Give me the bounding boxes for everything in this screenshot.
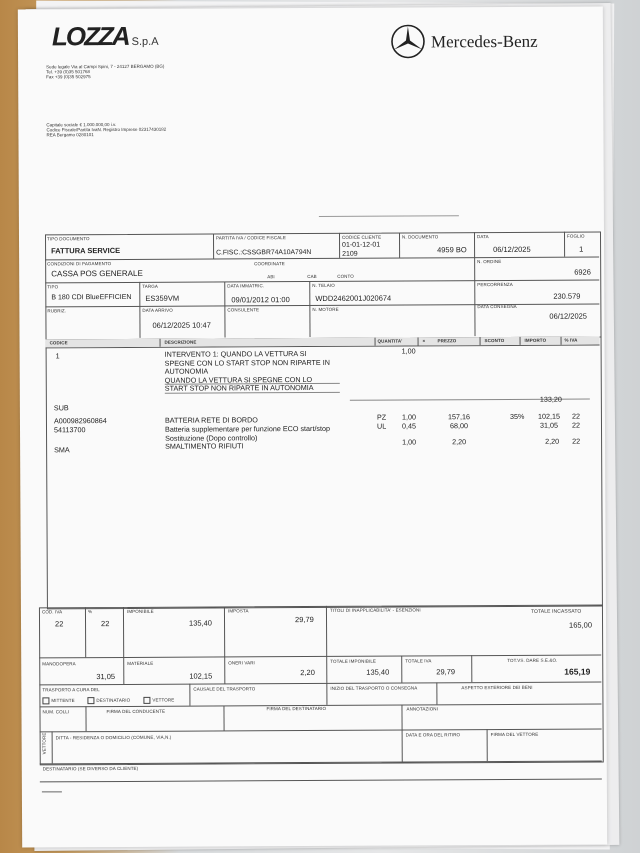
consulente-label: CONSULENTE xyxy=(227,307,260,313)
tipo-doc-label: TIPO DOCUMENTO xyxy=(46,236,90,242)
foglio-value: 1 xyxy=(579,244,584,254)
piva-label: PARTITA IVA / CODICE FISCALE xyxy=(215,235,287,241)
table-row: 54113700 Batteria supplementare per funzione ECO start/stop UL 0,45 68,00 31,05 22 xyxy=(53,420,581,435)
sub-code: SUB xyxy=(53,403,69,413)
tipo-veicolo-value: B 180 CDI BlueEFFICIEN xyxy=(51,293,132,302)
checkbox-destinatario[interactable]: DESTINATARIO xyxy=(87,697,130,704)
immatric-label: DATA IMMATRIC. xyxy=(227,283,265,289)
pct-label: % xyxy=(87,609,93,615)
oneri-label: ONERI VARI xyxy=(228,660,255,666)
col-descrizione: DESCRIZIONE xyxy=(164,339,197,345)
imposta-value: 29,79 xyxy=(294,614,314,625)
dare-label: TOT.VS. DARE S.E.&O. xyxy=(507,657,558,663)
dare-value: 165,19 xyxy=(564,666,591,677)
piva-value: C.FISC.:CSSGBR74A10A794N xyxy=(216,249,312,257)
firma-vettore-label: FIRMA DEL VETTORE xyxy=(490,731,539,738)
col-quantita: QUANTITA' xyxy=(377,338,403,344)
imposta-label: IMPOSTA xyxy=(227,608,249,614)
company-address: Sede legale Via al Campi Spini, 7 - 24127 BERGAMO (BG) Tel. +39 (0)35 501768 Fax +39 (0)35 502975 xyxy=(46,63,165,80)
coordinate-label: COORDINATE xyxy=(254,261,285,267)
col-iva: % IVA xyxy=(564,337,578,343)
immatric-value: 09/01/2012 01:00 xyxy=(231,295,290,305)
targa-label: TARGA xyxy=(142,283,158,289)
col-codice: CODICE xyxy=(49,340,68,346)
col-sconto: SCONTO xyxy=(484,337,505,344)
intervento-code: 1 xyxy=(55,351,60,361)
imponibile-value: 135,40 xyxy=(189,618,213,628)
table-row: Sostituzione (Dopo controllo) xyxy=(165,433,258,443)
vettore-side-label: VETTORE xyxy=(41,732,47,755)
cab-label: CAB xyxy=(307,273,317,280)
firma-destinatario-label: FIRMA DEL DESTINATARIO xyxy=(266,705,327,712)
oneri-value: 2,20 xyxy=(300,667,315,678)
mercedes-brand-text: Mercedes-Benz xyxy=(430,31,538,52)
intervento-qty: 1,00 xyxy=(401,346,416,356)
titoli-label: TITOLI DI INAPPLICABILITA' - ESENZIONI xyxy=(329,607,421,613)
incassato-label: TOTALE INCASSATO xyxy=(530,608,582,615)
table-row: SMA SMALTIMENTO RIFIUTI 1,00 2,20 2,20 22 xyxy=(54,436,581,455)
cod-cliente-value: 01-01-12-01 2109 xyxy=(342,241,381,258)
cod-iva-label: COD. IVA xyxy=(41,609,63,615)
conto-label: CONTO xyxy=(337,273,354,279)
table-row: A000982960864 BATTERIA RETE DI BORDO PZ 1,00 157,16 35% 102,15 22 xyxy=(53,411,580,426)
lozza-logo: LOZZA S.p.A xyxy=(51,20,159,52)
ritiro-label: DATA E ORA DEL RITIRO xyxy=(405,732,461,738)
inizio-label: INIZIO DEL TRASPORTO O CONSEGNA xyxy=(330,685,418,691)
percorrenza-value: 230.579 xyxy=(553,291,581,301)
n-ordine-value: 6926 xyxy=(574,267,591,277)
telaio-value: WDD2462001J020674 xyxy=(315,293,392,303)
ditta-label: DITTA - RESIDENZA O DOMICILIO (COMUNE, VIA,N.) xyxy=(55,734,172,741)
trasporto-cura-label: TRASPORTO A CURA DEL xyxy=(42,687,100,693)
dest-diverso-label: DESTINATARIO (SE DIVERSO DA CLIENTE) xyxy=(42,765,139,772)
tipo-veicolo-label: TIPO xyxy=(47,284,59,290)
pagamento-value: CASSA POS GENERALE xyxy=(51,268,143,279)
n-doc-label: N. DOCUMENTO xyxy=(401,234,439,240)
mercedes-star-icon xyxy=(390,23,426,59)
checkbox-mittente[interactable]: MITTENTE xyxy=(42,697,74,704)
consegna-label: DATA CONSEGNA xyxy=(477,303,517,310)
arrivo-label: DATA ARRIVO xyxy=(142,307,173,313)
col-importo: IMPORTO xyxy=(524,337,547,343)
cod-cliente-label: CODICE CLIENTE xyxy=(341,234,382,240)
materiale-label: MATERIALE xyxy=(127,660,154,666)
n-doc-value: 4959 BO xyxy=(437,245,467,255)
targa-value: ES359VM xyxy=(145,293,180,303)
tot-imponibile-label: TOTALE IMPONIBILE xyxy=(330,658,377,664)
tot-iva-label: TOTALE IVA xyxy=(405,658,432,664)
pct-value: 22 xyxy=(101,619,110,629)
colli-label: NUM. COLLI xyxy=(42,709,70,715)
col-prezzo: PREZZO xyxy=(437,338,457,344)
company-legal: Capitale sociale € 1.000.000,00 i.v. Codice Fiscale/Partita IvaN. Registro Imprese 02317430182 REA Bergamo 0280101 xyxy=(46,122,167,138)
foglio-label: FOGLIO xyxy=(566,233,585,239)
pagamento-label: CONDIZIONI DI PAGAMENTO xyxy=(47,261,112,267)
incassato-value: 165,00 xyxy=(569,620,593,630)
tot-iva-value: 29,79 xyxy=(436,667,456,677)
percorrenza-label: PERCORRENZA xyxy=(477,281,513,288)
abi-label: ABI xyxy=(267,274,275,280)
annotazioni-label: ANNOTAZIONI xyxy=(406,706,439,712)
sub-amount: 133,20 xyxy=(539,394,562,404)
checkbox-vettore[interactable]: VETTORE xyxy=(143,697,174,704)
consegna-value: 06/12/2025 xyxy=(549,311,587,321)
invoice-page xyxy=(18,6,607,847)
cod-iva-value: 22 xyxy=(55,619,64,629)
data-label: DATA xyxy=(476,234,489,240)
manodopera-value: 31,05 xyxy=(96,672,116,682)
col-x: × xyxy=(422,338,426,344)
data-value: 06/12/2025 xyxy=(493,244,531,255)
tipo-doc-value: FATTURA SERVICE xyxy=(51,246,121,256)
imponibile-label: IMPONIBILE xyxy=(126,608,154,614)
motore-label: N. MOTORE xyxy=(312,306,339,312)
telaio-label: N. TELAIO xyxy=(312,282,335,288)
n-ordine-label: N. ORDINE xyxy=(477,259,502,265)
rubrica-label: RUBRIZ. xyxy=(47,308,67,314)
firma-conducente-label: FIRMA DEL CONDUCENTE xyxy=(106,708,166,715)
mercedes-logo xyxy=(390,23,426,64)
aspetto-label: ASPETTO ESTERIORE DEI BENI xyxy=(461,684,533,691)
manodopera-label: MANODOPERA xyxy=(42,661,76,667)
causale-label: CAUSALE DEL TRASPORTO xyxy=(193,686,256,692)
arrivo-value: 06/12/2025 10:47 xyxy=(152,320,211,330)
tot-imponibile-value: 135,40 xyxy=(366,667,390,677)
materiale-value: 102,15 xyxy=(189,671,213,681)
intervento-description: INTERVENTO 1: QUANDO LA VETTURA SI SPEGNE CON LO START STOP NON RIPARTE IN AUTONOMIA QUANDO LA VETTURA SI SPEGNE CON LO START STOP NON RIPARTE IN AUTONOMIA xyxy=(164,349,330,393)
